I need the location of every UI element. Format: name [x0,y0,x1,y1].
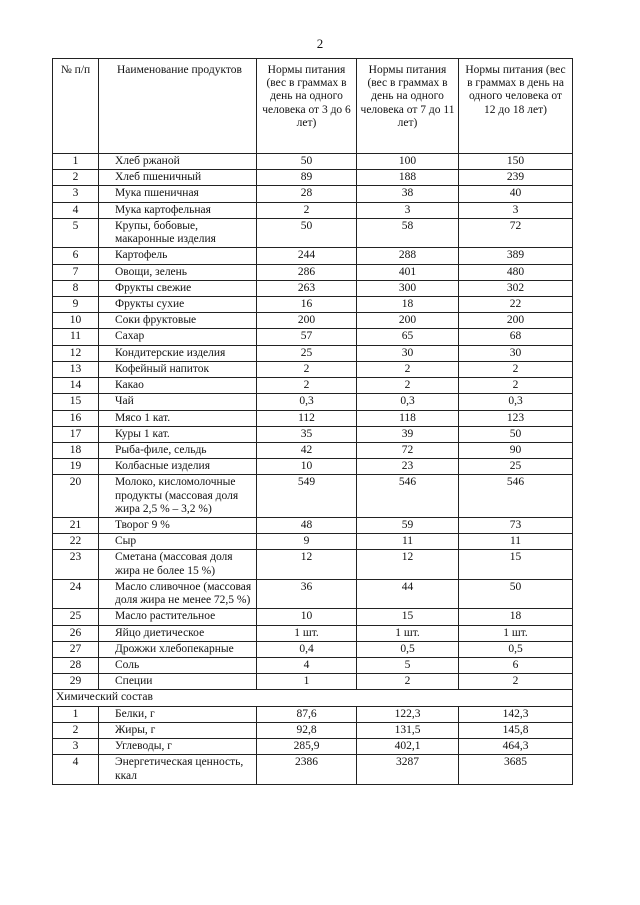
row-number: 2 [53,722,99,738]
product-name: Кондитерские изделия [99,345,257,361]
value-age-3-6: 112 [257,410,357,426]
value-age-3-6: 50 [257,154,357,170]
value-age-7-11: 3 [357,202,459,218]
value-age-3-6: 1 шт. [257,625,357,641]
product-name: Мука пшеничная [99,186,257,202]
product-name: Какао [99,378,257,394]
value-age-3-6: 2386 [257,755,357,784]
value-age-7-11: 18 [357,296,459,312]
value-age-7-11: 3287 [357,755,459,784]
value-age-7-11: 59 [357,518,459,534]
value-age-12-18: 30 [459,345,573,361]
table-row [53,378,573,394]
value-age-12-18: 50 [459,426,573,442]
value-age-12-18: 0,5 [459,641,573,657]
value-age-3-6: 36 [257,579,357,608]
value-age-7-11: 300 [357,280,459,296]
row-number: 5 [53,218,99,247]
value-age-7-11: 39 [357,426,459,442]
value-age-7-11: 2 [357,361,459,377]
value-age-12-18: 40 [459,186,573,202]
header-age-12-18: Нормы питания (вес в граммах в день на одного человека от 12 до 18 лет) [459,59,573,154]
value-age-7-11: 402,1 [357,739,459,755]
table-row [53,329,573,345]
value-age-7-11: 131,5 [357,722,459,738]
row-number: 6 [53,248,99,264]
value-age-7-11: 12 [357,550,459,579]
chemical-rows [53,706,573,784]
table-row [53,280,573,296]
value-age-12-18: 73 [459,518,573,534]
value-age-7-11: 118 [357,410,459,426]
value-age-12-18: 11 [459,534,573,550]
row-number: 25 [53,609,99,625]
value-age-12-18: 200 [459,313,573,329]
row-number: 14 [53,378,99,394]
row-number: 22 [53,534,99,550]
value-age-7-11: 38 [357,186,459,202]
value-age-12-18: 68 [459,329,573,345]
row-number: 16 [53,410,99,426]
value-age-3-6: 89 [257,170,357,186]
row-number: 20 [53,475,99,518]
row-number: 8 [53,280,99,296]
value-age-7-11: 1 шт. [357,625,459,641]
table-row [53,154,573,170]
product-name: Сметана (массовая доля жира не более 15 %) [99,550,257,579]
value-age-3-6: 10 [257,609,357,625]
value-age-7-11: 15 [357,609,459,625]
value-age-7-11: 122,3 [357,706,459,722]
value-age-3-6: 42 [257,442,357,458]
table-row [53,248,573,264]
table-row [53,609,573,625]
value-age-3-6: 28 [257,186,357,202]
product-name: Жиры, г [99,722,257,738]
table-row [53,475,573,518]
table-row [53,658,573,674]
product-name: Кофейный напиток [99,361,257,377]
row-number: 2 [53,170,99,186]
table-row [53,345,573,361]
table-row [53,579,573,608]
value-age-3-6: 48 [257,518,357,534]
value-age-3-6: 2 [257,361,357,377]
table-row [53,394,573,410]
value-age-7-11: 200 [357,313,459,329]
header-age-3-6: Нормы питания (вес в граммах в день на одного человека от 3 до 6 лет) [257,59,357,154]
product-name: Фрукты свежие [99,280,257,296]
value-age-7-11: 58 [357,218,459,247]
product-name: Углеводы, г [99,739,257,755]
product-name: Сыр [99,534,257,550]
product-name: Энергетическая ценность, ккал [99,755,257,784]
value-age-12-18: 25 [459,459,573,475]
value-age-7-11: 0,3 [357,394,459,410]
row-number: 26 [53,625,99,641]
value-age-12-18: 1 шт. [459,625,573,641]
value-age-12-18: 480 [459,264,573,280]
value-age-7-11: 100 [357,154,459,170]
value-age-12-18: 239 [459,170,573,186]
value-age-3-6: 0,3 [257,394,357,410]
row-number: 3 [53,186,99,202]
product-name: Куры 1 кат. [99,426,257,442]
header-num: № п/п [53,59,99,154]
row-number: 1 [53,154,99,170]
table-row [53,518,573,534]
table-row [53,674,573,690]
value-age-3-6: 50 [257,218,357,247]
value-age-7-11: 546 [357,475,459,518]
value-age-7-11: 2 [357,378,459,394]
value-age-3-6: 1 [257,674,357,690]
section-title: Химический состав [53,690,573,706]
value-age-12-18: 6 [459,658,573,674]
row-number: 18 [53,442,99,458]
value-age-3-6: 200 [257,313,357,329]
table-row [53,706,573,722]
table-row [53,641,573,657]
value-age-7-11: 188 [357,170,459,186]
value-age-3-6: 16 [257,296,357,312]
value-age-12-18: 464,3 [459,739,573,755]
product-name: Специи [99,674,257,690]
value-age-7-11: 65 [357,329,459,345]
value-age-3-6: 87,6 [257,706,357,722]
row-number: 7 [53,264,99,280]
table-row [53,361,573,377]
product-name: Колбасные изделия [99,459,257,475]
value-age-3-6: 244 [257,248,357,264]
page-number: 2 [316,36,324,51]
value-age-3-6: 9 [257,534,357,550]
product-name: Овощи, зелень [99,264,257,280]
value-age-12-18: 50 [459,579,573,608]
value-age-7-11: 0,5 [357,641,459,657]
table-row [53,534,573,550]
value-age-7-11: 11 [357,534,459,550]
value-age-7-11: 2 [357,674,459,690]
table-row [53,186,573,202]
value-age-12-18: 3685 [459,755,573,784]
product-name: Масло сливочное (массовая доля жира не менее 72,5 %) [99,579,257,608]
value-age-12-18: 2 [459,361,573,377]
value-age-12-18: 15 [459,550,573,579]
table-row [53,410,573,426]
value-age-7-11: 23 [357,459,459,475]
value-age-12-18: 0,3 [459,394,573,410]
row-number: 27 [53,641,99,657]
value-age-12-18: 2 [459,378,573,394]
table-row [53,218,573,247]
table-row [53,739,573,755]
product-name: Мясо 1 кат. [99,410,257,426]
table-row [53,170,573,186]
product-name: Творог 9 % [99,518,257,534]
value-age-3-6: 285,9 [257,739,357,755]
table-row [53,722,573,738]
value-age-12-18: 90 [459,442,573,458]
product-name: Хлеб ржаной [99,154,257,170]
table-row [53,313,573,329]
value-age-3-6: 25 [257,345,357,361]
product-name: Рыба-филе, сельдь [99,442,257,458]
row-number: 19 [53,459,99,475]
row-number: 23 [53,550,99,579]
value-age-7-11: 288 [357,248,459,264]
product-name: Мука картофельная [99,202,257,218]
row-number: 29 [53,674,99,690]
value-age-7-11: 44 [357,579,459,608]
value-age-3-6: 10 [257,459,357,475]
value-age-3-6: 4 [257,658,357,674]
table-row [53,755,573,784]
table-row [53,264,573,280]
value-age-12-18: 22 [459,296,573,312]
header-age-7-11: Нормы питания (вес в граммах в день на одного человека от 7 до 11 лет) [357,59,459,154]
product-name: Чай [99,394,257,410]
value-age-3-6: 286 [257,264,357,280]
table-row [53,296,573,312]
header-product-name: Наименование продуктов [99,59,257,154]
value-age-12-18: 142,3 [459,706,573,722]
table-row [53,202,573,218]
row-number: 4 [53,755,99,784]
product-name: Соль [99,658,257,674]
value-age-3-6: 0,4 [257,641,357,657]
product-name: Крупы, бобовые, макаронные изделия [99,218,257,247]
value-age-12-18: 18 [459,609,573,625]
value-age-12-18: 150 [459,154,573,170]
section-row [53,690,573,706]
table-row [53,426,573,442]
product-name: Яйцо диетическое [99,625,257,641]
value-age-3-6: 35 [257,426,357,442]
value-age-7-11: 72 [357,442,459,458]
table-row [53,442,573,458]
row-number: 15 [53,394,99,410]
row-number: 21 [53,518,99,534]
row-number: 12 [53,345,99,361]
nutrition-norms-table [52,58,573,785]
table-row [53,550,573,579]
value-age-3-6: 12 [257,550,357,579]
value-age-3-6: 92,8 [257,722,357,738]
value-age-12-18: 123 [459,410,573,426]
product-name: Сахар [99,329,257,345]
row-number: 17 [53,426,99,442]
value-age-3-6: 2 [257,378,357,394]
row-number: 1 [53,706,99,722]
product-name: Масло растительное [99,609,257,625]
table-row [53,625,573,641]
value-age-3-6: 2 [257,202,357,218]
product-rows [53,154,573,690]
product-name: Соки фруктовые [99,313,257,329]
table-row [53,459,573,475]
table-header-row [53,59,573,154]
row-number: 4 [53,202,99,218]
product-name: Дрожжи хлебопекарные [99,641,257,657]
value-age-7-11: 30 [357,345,459,361]
product-name: Белки, г [99,706,257,722]
product-name: Молоко, кисломолочные продукты (массовая доля жира 2,5 % – 3,2 %) [99,475,257,518]
row-number: 28 [53,658,99,674]
row-number: 13 [53,361,99,377]
value-age-12-18: 3 [459,202,573,218]
product-name: Хлеб пшеничный [99,170,257,186]
row-number: 9 [53,296,99,312]
product-name: Фрукты сухие [99,296,257,312]
row-number: 11 [53,329,99,345]
value-age-12-18: 389 [459,248,573,264]
row-number: 10 [53,313,99,329]
row-number: 24 [53,579,99,608]
value-age-3-6: 263 [257,280,357,296]
value-age-12-18: 72 [459,218,573,247]
value-age-3-6: 549 [257,475,357,518]
value-age-7-11: 5 [357,658,459,674]
value-age-7-11: 401 [357,264,459,280]
value-age-12-18: 145,8 [459,722,573,738]
row-number: 3 [53,739,99,755]
value-age-3-6: 57 [257,329,357,345]
value-age-12-18: 302 [459,280,573,296]
value-age-12-18: 546 [459,475,573,518]
value-age-12-18: 2 [459,674,573,690]
product-name: Картофель [99,248,257,264]
